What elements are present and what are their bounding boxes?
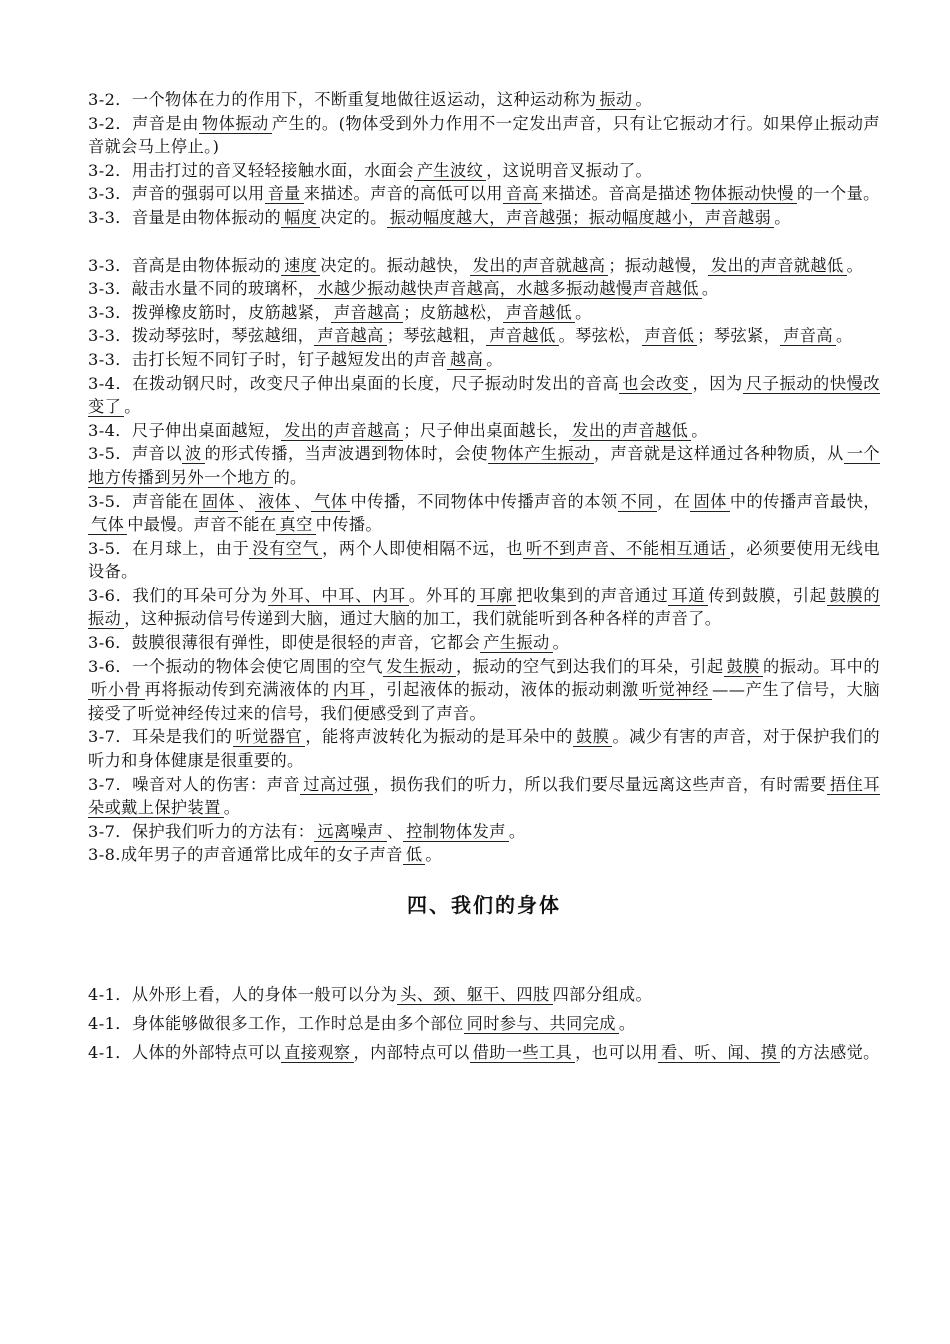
answer-blank: 外耳、中耳、内耳 bbox=[268, 586, 409, 606]
document-page bbox=[88, 88, 880, 1067]
answer-blank: 气体 bbox=[88, 515, 127, 535]
note-line: 3-2．声音是由 物体振动 产生的。(物体受到外力作用不一定发出声音，只有让它振动才行。如果停止振动声音就会马上停止。) bbox=[88, 113, 880, 157]
answer-blank: 物体振动快慢 bbox=[691, 184, 797, 204]
note-line: 3-6．一个振动的物体会使它周围的空气 发生振动 ，振动的空气到达我们的耳朵，引起 鼓膜 的振动。耳中的听小骨 再将振动传到充满液体的 内耳 ，引起液体的振动，液体的振动刺激 听觉神经 ——产生了信号，大脑接受了听觉神经传过来的信号，我们便感受到了声音。 bbox=[88, 656, 881, 723]
note-line: 3-4．在拨动钢尺时，改变尺子伸出桌面的长度，尺子振动时发出的音高 也会改变 ，因为 尺子振动的快慢改变了 。 bbox=[88, 373, 881, 417]
answer-blank: 同时参与、共同完成 bbox=[464, 1014, 619, 1034]
answer-blank: 发出的声音就越低 bbox=[708, 256, 847, 276]
answer-blank: 越高 bbox=[447, 350, 486, 370]
answer-blank: 物体产生振动 bbox=[488, 444, 594, 464]
section-4-notes bbox=[88, 980, 880, 1067]
note-line: 3-2．用击打过的音叉轻轻接触水面，水面会 产生波纹 ，这说明音叉振动了。 bbox=[88, 160, 653, 180]
note-line: 3-6．鼓膜很薄很有弹性，即使是很轻的声音，它都会 产生振动 。 bbox=[88, 633, 570, 653]
note-line: 3-3．拨弹橡皮筋时，皮筋越紧， 声音越高 ；皮筋越松， 声音越低 。 bbox=[88, 302, 592, 322]
answer-blank: 固体 bbox=[690, 492, 729, 512]
note-line: 3-8.成年男子的声音通常比成年的女子声音 低 。 bbox=[88, 845, 442, 865]
answer-blank: 声音越高 bbox=[331, 303, 403, 323]
answer-blank: 耳廓 bbox=[477, 586, 517, 606]
answer-blank: 声音越低 bbox=[486, 326, 558, 346]
answer-blank: 声音低 bbox=[642, 326, 698, 346]
note-line: 3-3．音高是由物体振动的 速度 决定的。振动越快， 发出的声音就越高 ；振动越慢， 发出的声音就越低 。 bbox=[88, 255, 864, 275]
answer-blank: 低 bbox=[403, 845, 426, 865]
answer-blank: 气体 bbox=[311, 492, 350, 512]
spacer bbox=[88, 918, 880, 980]
note-line: 4-1．身体能够做很多工作，工作时总是由多个部位 同时参与、共同完成 。 bbox=[88, 1014, 636, 1033]
answer-blank: 没有空气 bbox=[249, 539, 322, 559]
answer-blank: 发出的声音就越高 bbox=[470, 256, 609, 276]
answer-blank: 发生振动 bbox=[383, 657, 456, 677]
answer-blank: 鼓膜 bbox=[573, 727, 612, 747]
note-line: 3-5．在月球上，由于 没有空气 ，两个人即使相隔不远，也 听不到声音、不能相互通话 ，必须要使用无线电设备。 bbox=[88, 538, 880, 582]
note-line: 3-3．拨动琴弦时，琴弦越细， 声音越高 ；琴弦越粗， 声音越低 。琴弦松， 声音低 ；琴弦紧， 声音高 。 bbox=[88, 326, 853, 346]
answer-blank: 固体 bbox=[199, 492, 238, 512]
answer-blank: 真空 bbox=[276, 515, 315, 535]
note-line: 4-1．从外形上看，人的身体一般可以分为 头、颈、躯干、四肢 四部分组成。 bbox=[88, 985, 653, 1004]
answer-blank: 听小骨 bbox=[88, 680, 145, 700]
answer-blank: 头、颈、躯干、四肢 bbox=[397, 985, 552, 1005]
answer-blank: 也会改变 bbox=[619, 374, 692, 394]
answer-blank: 一个地方传播到另外一个地方 bbox=[88, 444, 880, 487]
answer-blank: 听觉神经 bbox=[639, 680, 712, 700]
section-heading: 四、我们的身体 bbox=[407, 893, 561, 917]
answer-blank: 鼓膜的振动 bbox=[88, 585, 880, 629]
answer-blank: 幅度 bbox=[281, 208, 320, 228]
answer-blank: 发出的声音越低 bbox=[569, 421, 691, 441]
answer-blank: 物体振动 bbox=[199, 114, 272, 134]
answer-blank: 产生振动 bbox=[480, 633, 552, 653]
note-line: 3-7．耳朵是我们的 听觉器官 ，能将声波转化为振动的是耳朵中的 鼓膜 。减少有害的声音，对于保护我们的听力和身体健康是很重要的。 bbox=[88, 727, 880, 771]
answer-blank: 过高过强 bbox=[300, 775, 373, 795]
answer-blank: 借助一些工具 bbox=[470, 1043, 576, 1063]
answer-blank: 声音高 bbox=[780, 326, 836, 346]
answer-blank: 看、听、闻、摸 bbox=[658, 1043, 780, 1063]
answer-blank: 水越少振动越快声音越高，水越多振动越慢声音越低 bbox=[314, 279, 702, 299]
answer-blank: 液体 bbox=[255, 492, 294, 512]
section-3-notes bbox=[88, 88, 880, 867]
answer-blank: 产生波纹 bbox=[414, 161, 486, 181]
answer-blank: 鼓膜 bbox=[724, 657, 763, 677]
answer-blank: 远离噪声 bbox=[314, 822, 386, 842]
answer-blank: 内耳 bbox=[330, 680, 370, 700]
note-line: 3-3．击打长短不同钉子时，钉子越短发出的声音 越高 。 bbox=[88, 349, 503, 369]
answer-blank: 捂住耳朵或戴上保护装置 bbox=[88, 774, 880, 818]
answer-blank: 控制物体发声 bbox=[403, 822, 509, 842]
note-line: 3-7．保护我们听力的方法有： 远离噪声 、 控制物体发声 。 bbox=[88, 821, 526, 841]
answer-blank: 听觉器官 bbox=[233, 727, 306, 747]
answer-blank: 音高 bbox=[503, 184, 542, 204]
note-line: 3-2．一个物体在力的作用下，不断重复地做往返运动，这种运动称为 振动 。 bbox=[88, 90, 653, 109]
note-line: 3-4．尺子伸出桌面越短， 发出的声音越高 ；尺子伸出桌面越长， 发出的声音越低 。 bbox=[88, 420, 708, 440]
note-line: 3-5．声音以 波 的形式传播，当声波遇到物体时，会使 物体产生振动 ，声音就是这样通过各种物质，从 一个地方传播到另外一个地方 的。 bbox=[88, 444, 880, 487]
answer-blank: 音量 bbox=[265, 184, 304, 204]
answer-blank: 声音越低 bbox=[503, 303, 575, 323]
answer-blank: 发出的声音越高 bbox=[281, 421, 403, 441]
paragraph-gap bbox=[88, 230, 880, 254]
answer-blank: 声音越高 bbox=[314, 326, 386, 346]
answer-blank: 耳道 bbox=[668, 586, 708, 606]
note-line: 3-3．敲击水量不同的玻璃杯， 水越少振动越快声音越高，水越多振动越慢声音越低 。 bbox=[88, 279, 719, 299]
note-line: 4-1．人体的外部特点可以 直接观察 ，内部特点可以 借助一些工具 ，也可以用 看、听、闻、摸 的方法感觉。 bbox=[88, 1043, 880, 1062]
answer-blank: 听不到声音、不能相互通话 bbox=[523, 539, 730, 559]
answer-blank: 波 bbox=[182, 444, 205, 464]
answer-blank: 振动幅度越大，声音越强；振动幅度越小，声音越弱 bbox=[387, 208, 775, 228]
note-line: 3-7．噪音对人的伤害：声音 过高过强 ，损伤我们的听力，所以我们要尽量远离这些声音，有时需要 捂住耳朵或戴上保护装置 。 bbox=[88, 774, 880, 818]
note-line: 3-3．声音的强弱可以用 音量 来描述。声音的高低可以用 音高 来描述。音高是描述 物体振动快慢 的一个量。 bbox=[88, 184, 880, 204]
note-line: 3-3．音量是由物体振动的 幅度 决定的。 振动幅度越大，声音越强；振动幅度越小，声音越弱 。 bbox=[88, 207, 791, 227]
answer-blank: 速度 bbox=[281, 256, 320, 276]
answer-blank: 尺子振动的快慢改变了 bbox=[88, 373, 881, 417]
note-line: 3-5．声音能在 固体 、 液体 、 气体 中传播，不同物体中传播声音的本领 不同 ，在 固体 中的传播声音最快，气体 中最慢。声音不能在 真空 中传播。 bbox=[88, 491, 880, 535]
note-line: 3-6．我们的耳朵可分为 外耳、中耳、内耳 。外耳的 耳廓 把收集到的声音通过 耳道 传到鼓膜，引起 鼓膜的振动 ，这种振动信号传递到大脑，通过大脑的加工，我们就能听到各种各样的声音了。 bbox=[88, 585, 880, 629]
answer-blank: 直接观察 bbox=[281, 1043, 353, 1063]
answer-blank: 振动 bbox=[596, 90, 635, 110]
answer-blank: 不同 bbox=[618, 492, 657, 512]
